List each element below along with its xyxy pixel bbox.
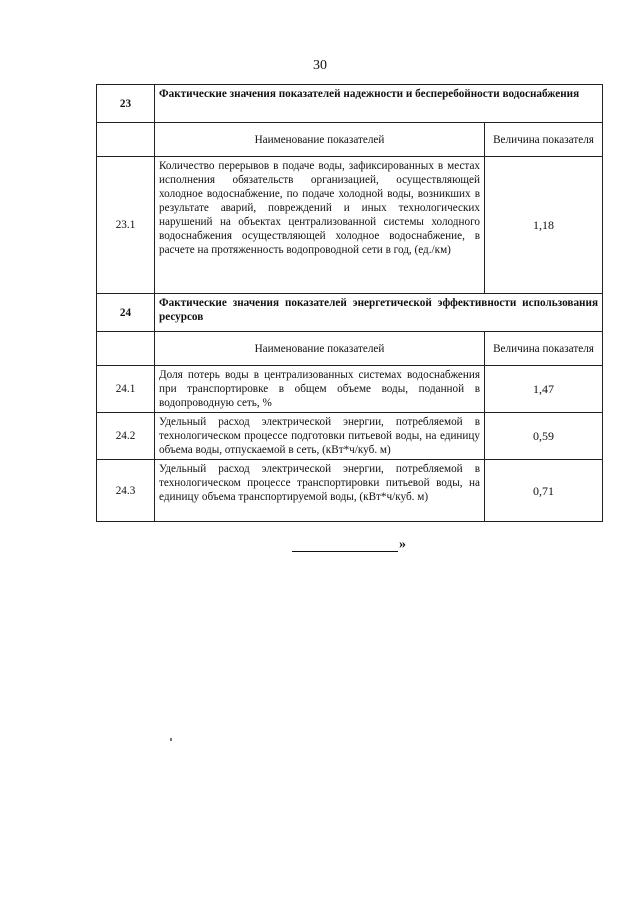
page-number: 30 [313, 58, 327, 73]
column-header-row [97, 123, 603, 157]
row-value: 0,71 [485, 460, 603, 522]
closing-underline [292, 539, 398, 552]
row-description: Удельный расход электрической энергии, потребляемой в технологическом процессе транспортировки питьевой воды, на единицу объема транспортируемой воды, (кВт*ч/куб. м) [155, 460, 485, 522]
row-description: Удельный расход электрической энергии, потребляемой в технологическом процессе подготовки питьевой воды, на единицу объема воды, отпускаемой в сеть, (кВт*ч/куб. м) [155, 413, 485, 460]
row-value: 1,47 [485, 366, 603, 413]
scan-speck [170, 738, 172, 741]
table-row [97, 460, 603, 522]
row-value: 1,18 [485, 157, 603, 294]
column-header-row [97, 332, 603, 366]
row-description: Доля потерь воды в централизованных системах водоснабжения при транспортировке в общем объеме воды, поданной в водопроводную сеть, % [155, 366, 485, 413]
header-value: Величина показателя [485, 332, 603, 366]
row-description: Количество перерывов в подаче воды, зафиксированных в местах исполнения обязательств организацией, осуществляющей холодное водоснабжение, по подаче холодной воды, возникших в результате аварий, повреждений и иных технологических нарушений на объектах централизованной системы холодного водоснабжения осуществляющей холодное водоснабжение, в расчете на протяженность водопроводной сети в год, (ед./км) [155, 157, 485, 294]
row-number: 24.2 [97, 413, 155, 460]
header-number-cell [97, 332, 155, 366]
closing-line [292, 538, 406, 552]
table-row [97, 366, 603, 413]
row-value: 0,59 [485, 413, 603, 460]
section-row [97, 294, 603, 332]
header-value: Величина показателя [485, 123, 603, 157]
section-row [97, 85, 603, 123]
header-number-cell [97, 123, 155, 157]
section-number: 24 [97, 294, 155, 332]
table-row [97, 157, 603, 294]
section-title: Фактические значения показателей надежности и бесперебойности водоснабжения [155, 85, 603, 123]
closing-quote-mark: » [399, 537, 406, 552]
section-title: Фактические значения показателей энергетической эффективности использования ресурсов [155, 294, 603, 332]
header-name: Наименование показателей [155, 123, 485, 157]
row-number: 23.1 [97, 157, 155, 294]
row-number: 24.1 [97, 366, 155, 413]
row-number: 24.3 [97, 460, 155, 522]
table-row [97, 413, 603, 460]
indicators-table [96, 84, 603, 522]
section-number: 23 [97, 85, 155, 123]
header-name: Наименование показателей [155, 332, 485, 366]
